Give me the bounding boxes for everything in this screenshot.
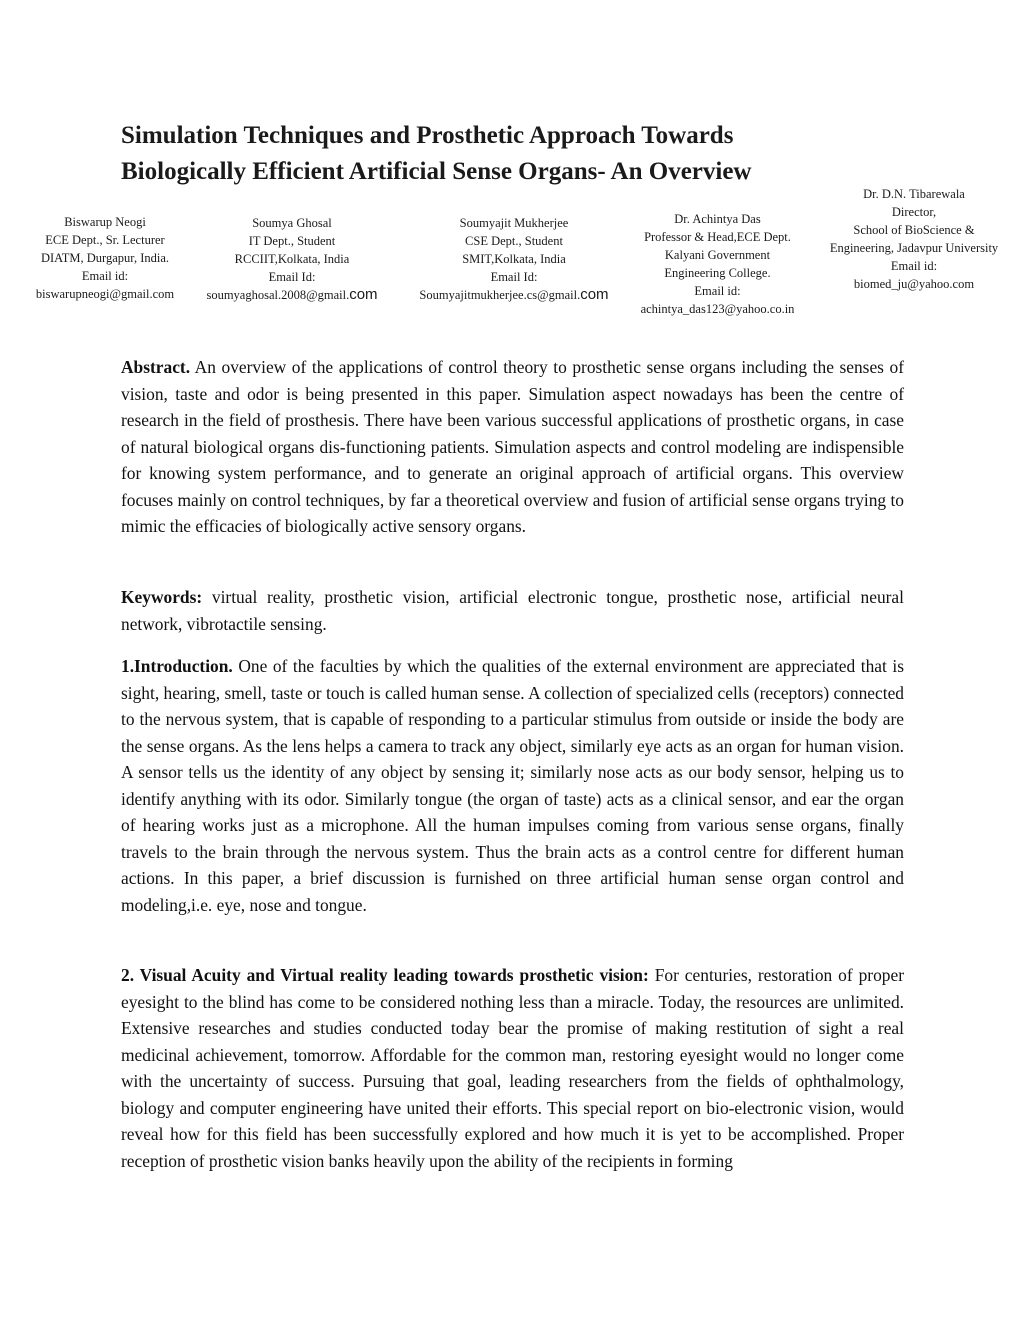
author-affiliation: SMIT,Kolkata, India bbox=[462, 252, 566, 266]
author-email-label: Email Id: bbox=[268, 270, 316, 284]
author-dept: IT Dept., Student bbox=[248, 234, 336, 248]
author-affiliation-2: Engineering College. bbox=[664, 266, 771, 280]
author-dept: CSE Dept., Student bbox=[465, 234, 563, 248]
author-name: Soumyajit Mukherjee bbox=[459, 216, 569, 230]
author-email-label: Email id: bbox=[81, 269, 129, 283]
visual-acuity-section bbox=[121, 962, 904, 1174]
author-affiliation: RCCIIT,Kolkata, India bbox=[234, 252, 350, 266]
author-email bbox=[192, 286, 392, 304]
abstract-paragraph bbox=[121, 354, 904, 540]
author-email-label: Email id: bbox=[890, 259, 938, 273]
author-email bbox=[625, 300, 810, 318]
introduction-text: One of the faculties by which the qualities of the external environment are appreciated that is sight, hearing, smell, taste or touch is called human sense. A collection of specialized cells (receptors) connected to the nervous system, that is capable of responding to a particular stimulus from outside or inside the body are the sense organs. As the lens helps a camera to track any object, similarly eye acts as an organ for human vision. A sensor tells us the identity of any object by sensing it; similarly nose acts as our body sensor, helping us to identify anything with its odor. Similarly tongue (the organ of taste) acts as a clinical sensor, and ear the organ of hearing works just as a microphone. All the human impulses coming from various sense organs, finally travels to the brain through the nervous system. Thus the brain acts as a control centre for different human actions. In this paper, a brief discussion is furnished on three artificial human sense organ control and modeling,i.e. eye, nose and tongue. bbox=[121, 656, 904, 915]
author-email bbox=[819, 275, 1009, 293]
keywords-paragraph bbox=[121, 584, 904, 637]
author-name: Biswarup Neogi bbox=[64, 215, 146, 229]
author-email-tld: com bbox=[580, 286, 609, 303]
author-email-label: Email Id: bbox=[490, 270, 538, 284]
author-name: Soumya Ghosal bbox=[252, 216, 332, 230]
visual-acuity-heading: 2. Visual Acuity and Virtual reality leading towards prosthetic vision: bbox=[121, 965, 649, 985]
author-email bbox=[5, 285, 205, 303]
introduction-heading: 1.Introduction. bbox=[121, 656, 233, 676]
author-dept: Professor & Head,ECE Dept. bbox=[644, 230, 791, 244]
author-name: Dr. D.N. Tibarewala bbox=[863, 187, 965, 201]
visual-acuity-text: For centuries, restoration of proper eyesight to the blind has come to be considered nothing less than a miracle. Today, the resources are unlimited. Extensive researches and studies conducted today bear the promise of making restitution of sight a real medicinal achievement, tomorrow. Affordable for the common man, restoring eyesight would no longer come with the uncertainty of success. Pursuing that goal, leading researchers from the fields of ophthalmology, biology and computer engineering have united their efforts. This special report on bio-electronic vision, would reveal how for this field has been successfully explored and how much it is yet to be accomplished. Proper reception of prosthetic vision banks heavily upon the ability of the recipients in forming bbox=[121, 965, 905, 1171]
author-dept: ECE Dept., Sr. Lecturer bbox=[45, 233, 165, 247]
author-dept: Director, bbox=[891, 205, 937, 219]
keywords-label: Keywords: bbox=[121, 587, 203, 607]
author-block-4 bbox=[625, 210, 810, 318]
author-affiliation-2: Engineering, Jadavpur University bbox=[829, 241, 999, 255]
author-block-5 bbox=[819, 185, 1009, 293]
author-email bbox=[409, 286, 619, 304]
author-email-address: soumyaghosal.2008@gmail. bbox=[206, 288, 350, 302]
author-block-1 bbox=[5, 213, 205, 303]
paper-title-line-2: Biologically Efficient Artificial Sense Organs- An Overview bbox=[121, 158, 752, 185]
author-email-address: achintya_das123@yahoo.co.in bbox=[640, 302, 795, 316]
paper-title bbox=[121, 118, 881, 190]
author-name: Dr. Achintya Das bbox=[674, 212, 761, 226]
abstract-label: Abstract. bbox=[121, 357, 191, 377]
author-email-address: biomed_ju@yahoo.com bbox=[853, 277, 975, 291]
abstract-text: An overview of the applications of control theory to prosthetic sense organs including the senses of vision, taste and odor is being presented in this paper. Simulation aspect nowadays has been the centre of research in the field of prosthesis. There have been various successful applications of prosthetic organs, in case of natural biological organs dis-functioning patients. Simulation aspects and control modeling are indispensible for knowing system performance, and to generate an original approach of artificial organs. This overview focuses mainly on control techniques, by far a theoretical overview and fusion of artificial sense organs trying to mimic the efficacies of biologically active sensory organs. bbox=[121, 357, 904, 536]
author-affiliation: Kalyani Government bbox=[664, 248, 771, 262]
author-block-2 bbox=[192, 214, 392, 304]
paper-title-line-1: Simulation Techniques and Prosthetic Approach Towards bbox=[121, 122, 734, 149]
introduction-section bbox=[121, 653, 904, 918]
keywords-text: virtual reality, prosthetic vision, artificial electronic tongue, prosthetic nose, artificial neural network, vibrotactile sensing. bbox=[121, 587, 904, 634]
author-email-address: biswarupneogi@gmail.com bbox=[35, 287, 175, 301]
author-affiliation: School of BioScience & bbox=[853, 223, 975, 237]
author-email-address: Soumyajitmukherjee.cs@gmail. bbox=[419, 288, 581, 302]
author-email-tld: com bbox=[349, 286, 378, 303]
author-block-3 bbox=[409, 214, 619, 304]
author-email-label: Email id: bbox=[694, 284, 741, 298]
author-affiliation: DIATM, Durgapur, India. bbox=[40, 251, 170, 265]
